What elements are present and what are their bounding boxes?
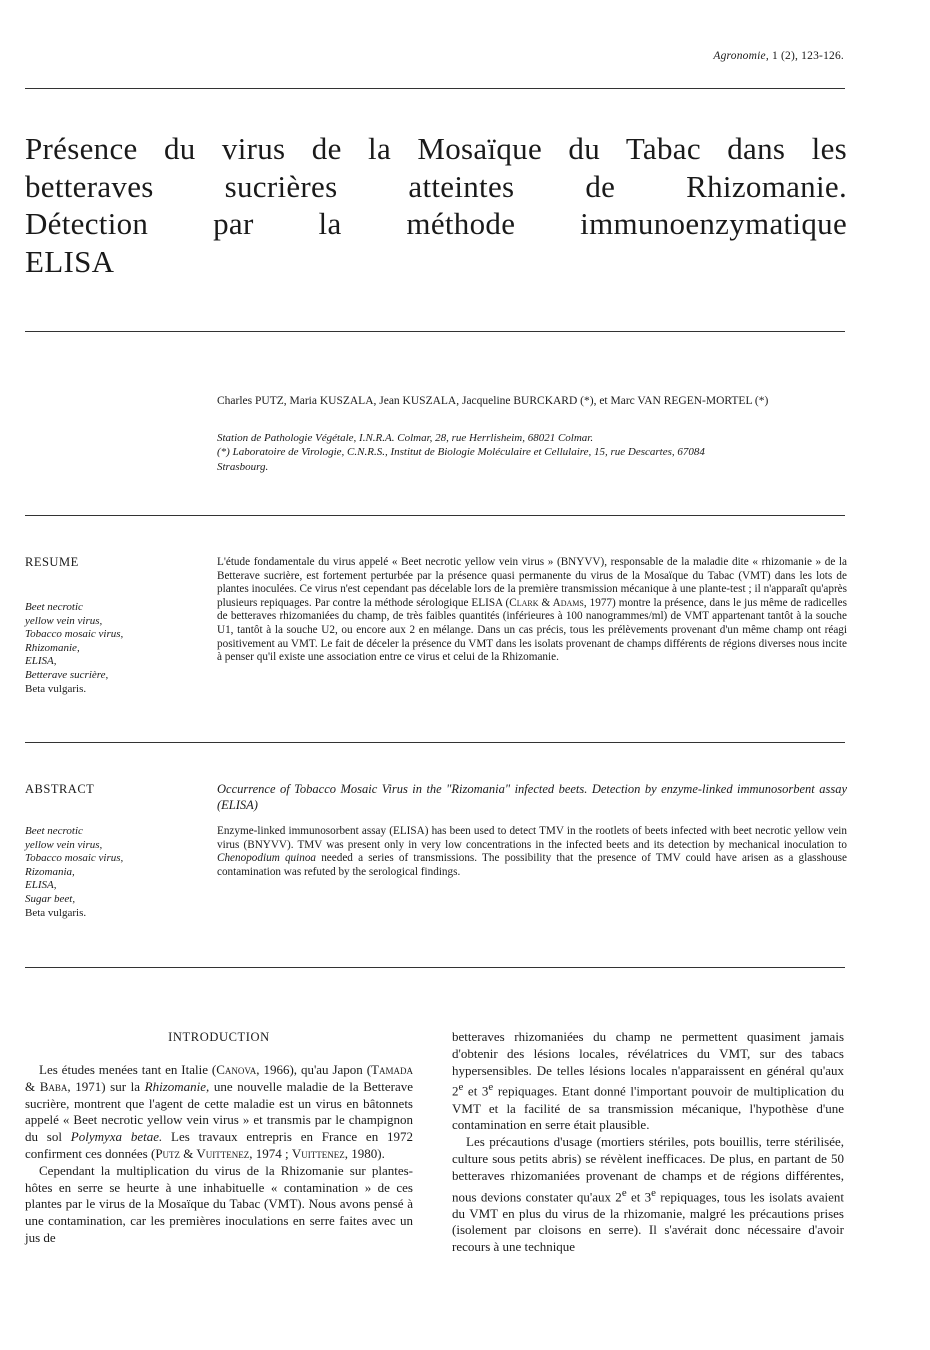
introduction-heading: INTRODUCTION (168, 1030, 270, 1044)
keyword: ELISA, (25, 655, 57, 668)
keyword: Beet necrotic (25, 825, 83, 837)
paragraph: Cependant la multiplication du virus de la Rhizomanie sur plantes-hôtes en serre se heurte à une inhabituelle « contamination » de ces plantes par le virus de la Mosaïque du Tabac (VMT). Nous avons pensé à une contamination, car les premières inoculations en serre faites avec un jus de (25, 1162, 413, 1245)
abstract-title: Occurrence of Tobacco Mosaic Virus in the "Rizomania" infected beets. Detection by enzyme-linked immunosorbent assay (ELISA) (217, 782, 847, 812)
article-title (25, 130, 847, 280)
citation: Vuittenez (291, 1145, 345, 1161)
keyword: Beta vulgaris. (25, 682, 87, 695)
resume-heading: RESUME (25, 555, 79, 569)
affiliation: (*) Laboratoire de Virologie, C.N.R.S., Institut de Biologie Moléculaire et Cellulaire, 15, rue Descartes, 67084 (217, 446, 705, 459)
authors-rule (25, 515, 845, 516)
abstract-heading: ABSTRACT (25, 782, 95, 796)
keyword: Betterave sucrière, (25, 668, 109, 681)
authors: Charles PUTZ, Maria KUSZALA, Jean KUSZALA, Jacqueline BURCKARD (*), et Marc VAN REGEN-MORTEL (*) (217, 395, 769, 407)
keyword: yellow vein virus, (25, 838, 103, 851)
paragraph: betteraves rhizomaniées du champ ne permettent quasiment jamais d'obtenir des lésions locales, révélatrices du VMT, sur des tabacs hypersensibles. De telles lésions locales n'apparaissent en général qu'aux 2e et 3e repiquages. Etant donné l'important pouvoir de multiplication du VMT et la facilité de sa transmission mécanique, l'hypothèse d'une contamination en serre était plausible. (452, 1029, 844, 1133)
affiliation: Station de Pathologie Végétale, I.N.R.A. Colmar, 28, rue Herrlisheim, 68021 Colmar. (217, 432, 594, 444)
abstract-body (217, 825, 847, 879)
abstract-keywords (25, 825, 200, 920)
affiliation: Strasbourg. (217, 460, 269, 473)
citation: Tamada & Baba (25, 1062, 413, 1094)
paragraph: Les précautions d'usage (mortiers stériles, pots bouillis, terre stérilisée, culture sous petits abris) se révèlent inefficaces. De plus, en partant de 50 betteraves rhizomaniées provenant de champs et de régions différentes, nous devions constater qu'aux 2e et 3e repiquages, tous les isolats avaient du VMT en plus du virus de la rhizomanie, malgré les précautions prises (isolement par cloisons en serre). Il s'avérait donc nécessaire d'avoir recours à une technique (452, 1134, 844, 1255)
title-rule (25, 331, 845, 332)
resume-body (217, 556, 847, 665)
title-line: betteraves sucrières atteintes de Rhizomanie. (25, 168, 847, 204)
resume-rule (25, 742, 845, 743)
journal-name: Agronomie, (713, 50, 769, 62)
keyword: Beet necrotic (25, 601, 83, 613)
keyword: Rhizomanie, (25, 641, 80, 654)
keyword: Tobacco mosaic virus, (25, 628, 124, 641)
header-rule (25, 88, 845, 89)
intro-column-right (452, 1029, 844, 1256)
journal-volume: 1 (2), 123-126. (772, 50, 844, 62)
title-line: ELISA (25, 243, 115, 279)
keyword: Sugar beet, (25, 892, 76, 905)
title-line: Détection par la méthode immunoenzymatique (25, 206, 847, 241)
intro-column-left (25, 1062, 413, 1247)
keyword: Beta vulgaris. (25, 906, 87, 919)
affiliations (217, 431, 847, 474)
paragraph: Les études menées tant en Italie (Canova, 1966), qu'au Japon (Tamada & Baba, 1971) sur la Rhizomanie, une nouvelle maladie de la Betterave sucrière, montrent que l'agent de cette maladie est un virus en bâtonnets appelé « Beet necrotic yellow vein virus » et transmis par le champignon du sol Polymyxa betae. Les travaux entrepris en France en 1972 confirment ces données (Putz & Vuittenez, 1974 ; Vuittenez, 1980). (25, 1062, 414, 1161)
citation: Putz & Vuittenez (155, 1145, 250, 1161)
abstract-text: Enzyme-linked immunosorbent assay (ELISA) has been used to detect TMV in the rootlets of beets infected with beet necrotic yellow vein virus (BNYVV). TMV was present only in very low concentrations in the infected beets and its detection by mechanical inoculation to (217, 825, 847, 851)
keyword: ELISA, (25, 879, 57, 892)
keyword: Rizomania, (25, 865, 75, 878)
citation: Clark & Adams (509, 596, 584, 609)
resume-text: L'étude fondamentale du virus appelé « Beet necrotic yellow vein virus » (BNYVV), responsable de la maladie dite « rhizomanie » de la Betterave sucrière, est fortement perturbée par la présence quasi permanente du virus de la Mosaïque du Tabac (VMT) dans les lots de plantes inoculées. Ce virus n'est cependant pas décelable lors de la première transmission mécanique à une plante-test ; il n'apparaît qu'après plusieurs repiquages. Par contre la méthode sérologique ELISA ( (217, 556, 847, 609)
resume-keywords (25, 601, 200, 696)
citation: Canova (216, 1062, 257, 1077)
title-line: Présence du virus de la Mosaïque du Tabac dans les (25, 131, 847, 166)
abstract-text: needed a series of transmissions. The possibility that the presence of TMV could have arisen as a glasshouse contamination was refuted by the serological findings. (217, 852, 847, 878)
resume-text: , 1977) montre la présence, dans le jus même de radicelles de betteraves rhizomaniées du champ, de très faibles quantités (inférieures à 100 nanogrammes/ml) de VMT appartenant tantôt à la souche U1, tantôt à la souche U2, ou encore aux 2 en mélange. Dans un cas précis, tous les prélèvements provenant d'un même champ ont réagi positivement au VMT. Le fait de déceler la présence du VMT dans les isolats provenant de champs différents de régions diverses nous incite à penser qu'il existe une association entre ce virus et celui de la Rhizomanie. (217, 596, 847, 664)
abstract-rule (25, 967, 845, 968)
running-header (713, 50, 844, 62)
keyword: yellow vein virus, (25, 614, 103, 627)
keyword: Tobacco mosaic virus, (25, 852, 124, 865)
species-name: Chenopodium quinoa (217, 852, 317, 865)
